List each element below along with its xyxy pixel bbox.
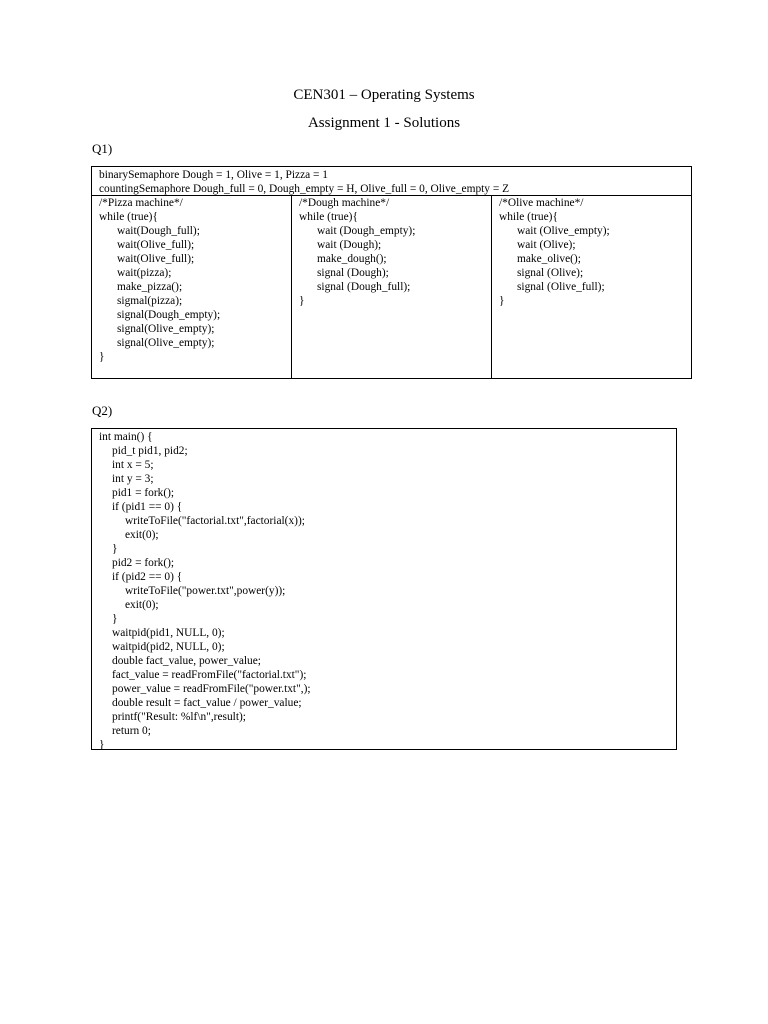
code-line: signal(Olive_empty); <box>117 323 215 335</box>
q1-label: Q1) <box>92 141 113 156</box>
code-line: wait (Olive_empty); <box>517 225 610 237</box>
code-line: printf("Result: %lf\n",result); <box>112 711 246 723</box>
code-line: make_olive(); <box>517 253 581 265</box>
code-line: writeToFile("power.txt",power(y)); <box>125 585 286 597</box>
code-line: make_pizza(); <box>117 281 183 293</box>
pizza-machine-loop: while (true){ <box>99 211 158 223</box>
closing-brace: } <box>299 295 305 307</box>
code-line: wait (Dough); <box>317 239 382 251</box>
code-line: sigmal(pizza); <box>117 295 183 307</box>
code-line: double fact_value, power_value; <box>112 655 261 667</box>
pizza-machine-comment: /*Pizza machine*/ <box>99 197 183 209</box>
closing-brace: } <box>99 351 105 363</box>
olive-machine-loop: while (true){ <box>499 211 558 223</box>
q2-code-box <box>91 428 677 750</box>
code-line: wait(Olive_full); <box>117 253 195 265</box>
code-line: wait(pizza); <box>117 267 172 279</box>
q2-code-listing <box>99 430 676 752</box>
code-line: double result = fact_value / power_value; <box>112 697 302 709</box>
code-line: wait(Olive_full); <box>117 239 195 251</box>
assignment-title: Assignment 1 - Solutions <box>307 115 461 131</box>
code-line: int main() { <box>99 431 153 443</box>
code-line: return 0; <box>112 725 151 737</box>
code-line: waitpid(pid1, NULL, 0); <box>112 627 225 639</box>
q1-declarations <box>92 167 691 196</box>
code-line: } <box>112 543 118 555</box>
q2-label: Q2) <box>92 403 113 418</box>
code-line: signal (Dough); <box>317 267 389 279</box>
code-line: signal (Olive_full); <box>517 281 605 293</box>
code-line: power_value = readFromFile("power.txt",); <box>112 683 311 695</box>
code-line: int x = 5; <box>112 459 154 471</box>
code-line: if (pid1 == 0) { <box>112 501 183 513</box>
code-line: exit(0); <box>125 529 159 541</box>
code-line: waitpid(pid2, NULL, 0); <box>112 641 225 653</box>
code-line: if (pid2 == 0) { <box>112 571 183 583</box>
olive-machine-column <box>492 196 691 378</box>
counting-semaphore-declaration: countingSemaphore Dough_full = 0, Dough_empty = H, Olive_full = 0, Olive_empty = Z <box>99 183 510 195</box>
binary-semaphore-declaration: binarySemaphore Dough = 1, Olive = 1, Pizza = 1 <box>99 169 329 181</box>
code-line: pid_t pid1, pid2; <box>112 445 188 457</box>
code-line: int y = 3; <box>112 473 154 485</box>
dough-machine-loop: while (true){ <box>299 211 358 223</box>
code-line: signal (Dough_full); <box>317 281 411 293</box>
code-line: signal(Olive_empty); <box>117 337 215 349</box>
code-line: pid2 = fork(); <box>112 557 175 569</box>
code-line: make_dough(); <box>317 253 387 265</box>
code-line: } <box>99 739 105 751</box>
olive-machine-comment: /*Olive machine*/ <box>499 197 584 209</box>
code-line: wait(Dough_full); <box>117 225 200 237</box>
code-line: } <box>112 613 118 625</box>
course-title: CEN301 – Operating Systems <box>293 87 475 103</box>
code-line: signal(Dough_empty); <box>117 309 221 321</box>
code-line: wait (Olive); <box>517 239 576 251</box>
code-line: writeToFile("factorial.txt",factorial(x)); <box>125 515 305 527</box>
code-line: signal (Olive); <box>517 267 584 279</box>
code-line: wait (Dough_empty); <box>317 225 416 237</box>
code-line: exit(0); <box>125 599 159 611</box>
code-line: fact_value = readFromFile("factorial.txt"); <box>112 669 307 681</box>
pizza-machine-column <box>92 196 292 378</box>
dough-machine-comment: /*Dough machine*/ <box>299 197 390 209</box>
code-line: pid1 = fork(); <box>112 487 175 499</box>
dough-machine-column <box>292 196 492 378</box>
q1-semaphore-table <box>91 166 692 379</box>
closing-brace: } <box>499 295 505 307</box>
